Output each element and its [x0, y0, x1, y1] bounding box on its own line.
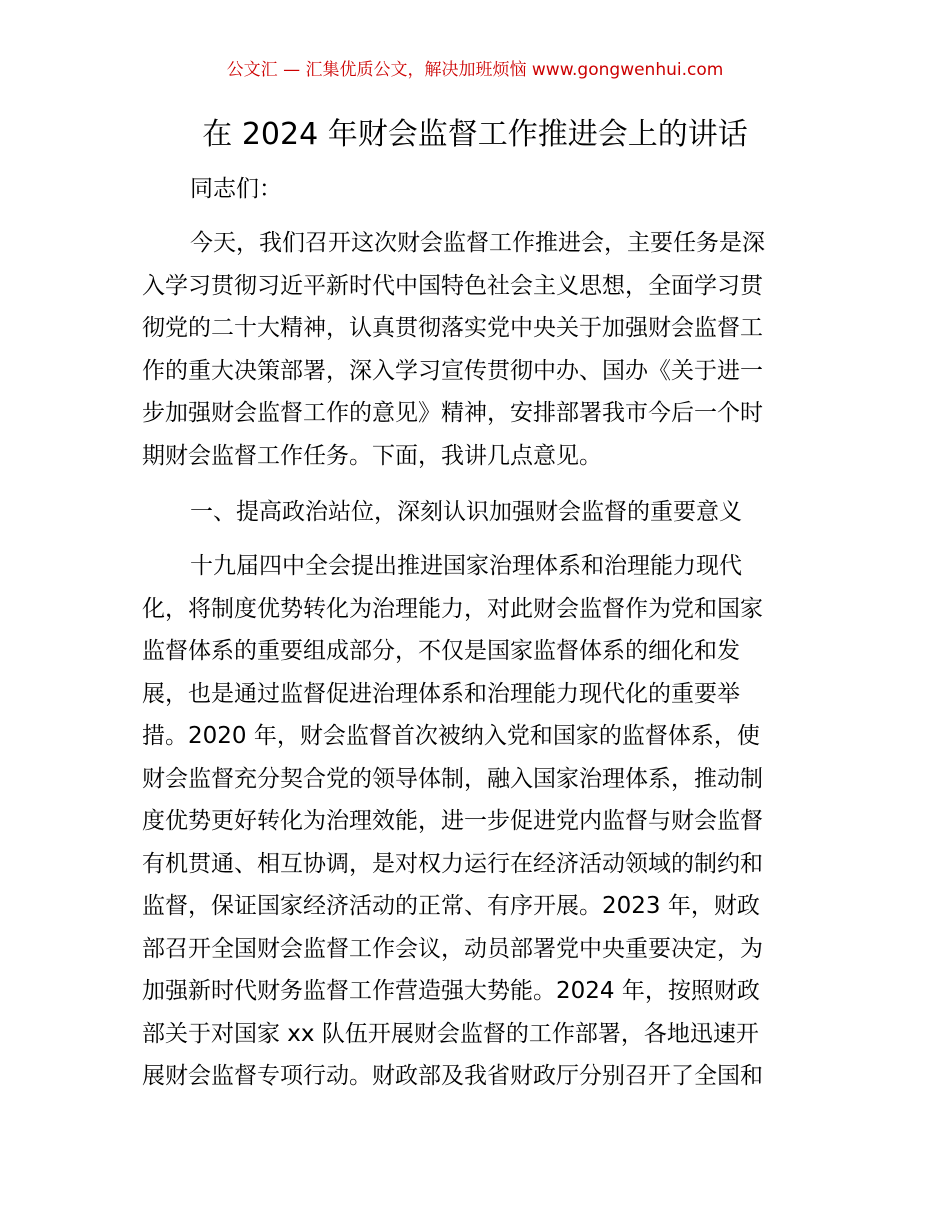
paragraph-line: 作的重大决策部署，深入学习宣传贯彻中办、国办《关于进一 [142, 357, 763, 384]
paragraph-line: 度优势更好转化为治理效能，进一步促进党内监督与财会监督 [142, 808, 763, 834]
section-heading-text: 一、提高政治站位，深刻认识加强财会监督的重要意义 [190, 499, 742, 525]
paragraph-line: 有机贯通、相互协调，是对权力运行在经济活动领域的制约和 [142, 850, 763, 877]
paragraph-line: 监督，保证国家经济活动的正常、有序开展。2023 年，财政 [142, 893, 760, 919]
paragraph-line: 部召开全国财会监督工作会议，动员部署党中央重要决定，为 [142, 935, 763, 962]
paragraph-line: 期财会监督工作任务。下面，我讲几点意见。 [142, 442, 602, 469]
paragraph-line: 十九届四中全会提出推进国家治理体系和治理能力现代 [190, 553, 742, 579]
paragraph-line: 入学习贯彻习近平新时代中国特色社会主义思想，全面学习贯 [142, 272, 763, 299]
paragraph-section-1-body [142, 545, 822, 1098]
paragraph-line: 展财会监督专项行动。财政部及我省财政厅分别召开了全国和 [142, 1063, 763, 1089]
paragraph-line: 监督体系的重要组成部分，不仅是国家监督体系的细化和发 [142, 638, 740, 664]
paragraph-line: 今天，我们召开这次财会监督工作推进会，主要任务是深 [190, 230, 765, 256]
site-header-banner: 公文汇 — 汇集优质公文，解决加班烦恼 www.gongwenhui.com [226, 60, 724, 80]
document-title: 在 2024 年财会监督工作推进会上的讲话 [202, 117, 748, 152]
paragraph-line: 部关于对国家 xx 队伍开展财会监督的工作部署，各地迅速开 [142, 1020, 759, 1047]
paragraph-intro [142, 222, 822, 477]
paragraph-line: 措。2020 年，财会监督首次被纳入党和国家的监督体系，使 [142, 723, 760, 749]
paragraph-line: 彻党的二十大精神，认真贯彻落实党中央关于加强财会监督工 [142, 315, 763, 341]
section-heading-1 [142, 491, 822, 534]
salutation: 同志们： [190, 176, 282, 202]
paragraph-line: 加强新时代财务监督工作营造强大势能。2024 年，按照财政 [142, 978, 760, 1004]
paragraph-line: 展，也是通过监督促进治理体系和治理能力现代化的重要举 [142, 680, 740, 707]
paragraph-line: 化，将制度优势转化为治理能力，对此财会监督作为党和国家 [142, 595, 763, 622]
paragraph-line: 步加强财会监督工作的意见》精神，安排部署我市今后一个时 [142, 400, 763, 426]
paragraph-line: 财会监督充分契合党的领导体制，融入国家治理体系，推动制 [142, 765, 763, 792]
